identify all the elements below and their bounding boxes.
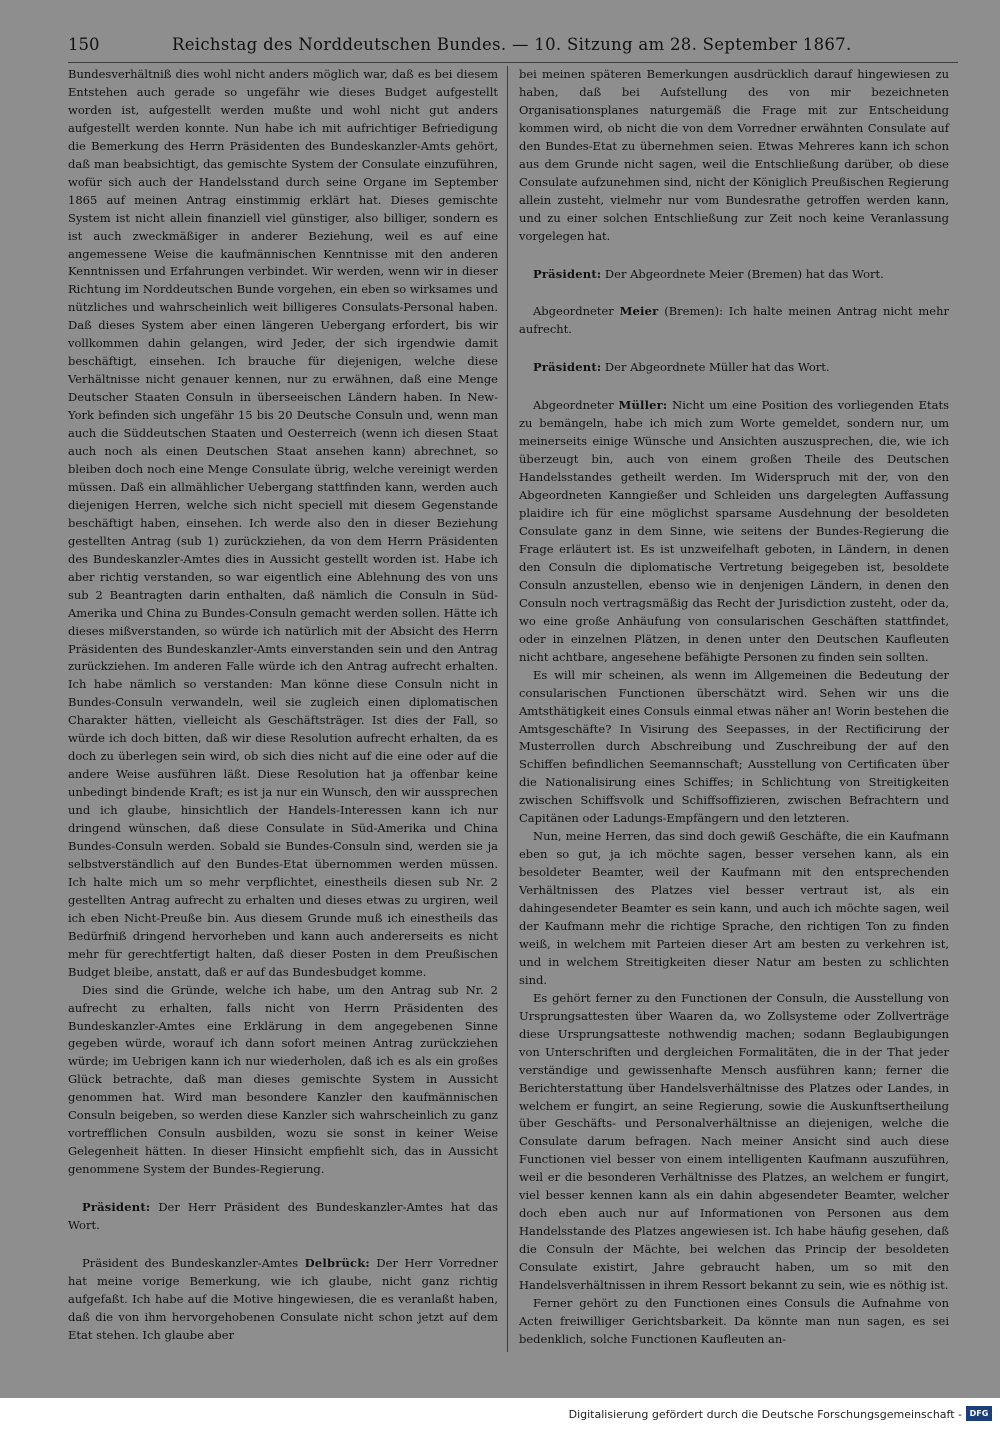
- left-column: [68, 66, 498, 1345]
- funding-credit: Digitalisierung gefördert durch die Deutsche Forschungsgemeinschaft -: [568, 1408, 962, 1421]
- paragraph: bei meinen späteren Bemerkungen ausdrücklich darauf hingewiesen zu haben, daß bei Aufstellung des von mir bezeichneten Organisationsplanes naturgemäß die Frage mit zur Entscheidung kommen wird, ob nicht die von dem Vorredner erwähnten Consulate auf den Bundes-Etat zu übernehmen seien. Etwas Mehreres kann ich schon aus dem Grunde nicht sagen, weil die Entschließung darüber, ob diese Consulate aufzunehmen sind, nicht der Königlich Preußischen Regierung allein zusteht, vielmehr nur vom Bundesrathe getroffen werden kann, und zu einer solchen Entschließung zur Zeit noch keine Veranlassung vorgelegen hat.: [519, 67, 949, 243]
- speaker-name: Präsident:: [82, 1200, 151, 1215]
- speaker-name: Meier: [619, 304, 659, 319]
- speech-text: Der Herr Präsident des Bundeskanzler-Amtes hat das Wort.: [68, 1200, 498, 1233]
- speaker-prefix: Abgeordneter: [533, 304, 620, 319]
- paragraph: Bundesverhältniß dies wohl nicht anders möglich war, daß es bei diesem Entstehen auch gerade so ungefähr wie dieses Budget aufgestellt worden ist, aufgestellt werden mußte und wohl nicht gut anders aufgestellt werden konnte. Nun habe ich mit aufrichtiger Befriedigung die Bemerkung des Herrn Präsidenten des Bundeskanzler-Amts gehört, daß man beabsichtigt, das gemischte System der Consulate einzuführen, wofür sich auch der Handelsstand durch seine Organe im September 1865 auf meinen Antrag einstimmig erklärt hat. Dieses gemischte System ist nicht allein finanziell viel günstiger, also billiger, sondern es ist auch zweckmäßiger in anderer Beziehung, weil es auf eine angemessene Weise die kaufmännischen Kenntnisse mit den anderen Kenntnissen und Erfahrungen verbindet. Wir werden, wenn wir in dieser Richtung im Norddeutschen Bunde vorgehen, ein eben so wirksames und nützliches und wahrscheinlich weit billigeres Consulats-Personal haben. Daß dieses System aber einen längeren Uebergang erfordert, bis wir vollkommen dahin gelangen, wird Jeder, der sich irgendwie damit beschäftigt, einsehen. Ich brauche für diejenigen, welche diese Verhältnisse nicht genauer kennen, nur zu erwähnen, daß eine Menge Deutscher Staaten Consuln in überseeischen Ländern haben. In New-York befinden sich ungefähr 15 bis 20 Deutsche Consuln und, wenn man auch die Süddeutschen Staaten und Oesterreich (wenn ich diesen Staat auch noch als einen Deutschen Staat ansehen kann) abrechnet, so bleiben doch noch eine Menge Consulate übrig, welche vereinigt werden müssen. Daß ein allmählicher Uebergang stattfinden kann, werden auch diejenigen Herren, welche sich nicht speciell mit diesem Gegenstande beschäftigt haben, einsehen. Ich werde also den in dieser Beziehung gestellten Antrag (sub 1) zurückziehen, da von dem Herrn Präsidenten des Bundeskanzler-Amtes dies in Aussicht gestellt worden ist. Habe ich aber richtig verstanden, so war eigentlich eine Ablehnung des von uns sub 2 Beantragten darin enthalten, daß nämlich die Consuln in Süd-Amerika und China zu Bundes-Consuln gemacht werden sollen. Hätte ich dieses mißverstanden, so würde ich natürlich mit der Absicht des Herrn Präsidenten des Bundeskanzler-Amts einverstanden sein und den Antrag zurückziehen. Im anderen Falle würde ich den Antrag aufrecht erhalten. Ich habe nämlich so verstanden: Man könne diese Consuln nicht in Bundes-Consuln verwandeln, weil sie zugleich einen diplomatischen Charakter hätten, vielleicht als Geschäftsträger. Ist dies der Fall, so würde ich doch bitten, daß wir diese Resolution aufrecht erhalten, da es doch zu überlegen sein wird, ob sich dies nicht auf die eine oder auf die andere Weise ausführen läßt. Diese Resolution hat ja offenbar keine unbedingt bindende Kraft; es ist ja nur ein Wunsch, den wir aussprechen und ich glaube, hinsichtlich der Handels-Interessen kann ich nur dringend wünschen, daß diese Consulate in Süd-Amerika und China Bundes-Consuln werden. Sobald sie Bundes-Consuln sind, werden sie ja selbstverständlich auf den Bundes-Etat übernommen werden müssen. Ich halte mich um so mehr verpflichtet, einestheils diesen sub Nr. 2 gestellten Antrag aufrecht zu erhalten und dieses etwas zu urgiren, weil ich eben Nicht-Preuße bin. Aus diesem Grunde muß ich einestheils das Bedürfniß dringend hervorheben und kann auch andererseits es nicht mehr für gerechtfertigt halten, daß dieser Posten in dem Preußischen Budget bleibe, anstatt, daß er auf das Bundesbudget komme.: [68, 67, 498, 979]
- speaker-name: Müller:: [618, 398, 668, 413]
- paragraph: Dies sind die Gründe, welche ich habe, um den Antrag sub Nr. 2 aufrecht zu erhalten, falls nicht von Herrn Präsidenten des Bundeskanzler-Amtes eine Erklärung in dem angegebenen Sinne gegeben würde, worauf ich dann sofort meinen Antrag zurückziehen würde; im Uebrigen kann ich nur wiederholen, daß ich es als ein großes Glück betrachte, daß man dieses gemischte System in Aussicht genommen hat. Wird man besondere Kanzler den kaufmännischen Consuln beigeben, so werden diese Kanzler sich wahrscheinlich zu ganz vortrefflichen Consuln ausbilden, wozu sie sonst in keiner Weise Gelegenheit hätten. In dieser Hinsicht empfiehlt sich, das in Aussicht genommene System der Bundes-Regierung.: [68, 982, 498, 1177]
- paragraph-speaker: [68, 1255, 498, 1345]
- right-column: [519, 66, 949, 1349]
- paragraph: Nun, meine Herren, das sind doch gewiß Geschäfte, die ein Kaufmann eben so gut, ja ich möchte sagen, besser versehen kann, als ein besoldeter Beamter, weil der Kaufmann mit den entsprechenden Verhältnissen des Platzes viel besser vertraut ist, als ein dahingesendeter Beamter es sein kann, und auch ich möchte sagen, weil der Kaufmann mehr die richtige Sprache, den richtigen Ton zu finden weiß, in welchem mit Parteien dieser Art am besten zu verkehren ist, und in welchem Streitigkeiten dieser Natur am besten zu schlichten sind.: [519, 829, 949, 987]
- speaker-name: Delbrück:: [304, 1256, 370, 1270]
- speech-text: Der Abgeordnete Müller hat das Wort.: [601, 360, 830, 375]
- paragraph-speaker: [68, 1199, 498, 1235]
- page-header: [68, 34, 948, 58]
- paragraph-speaker: [519, 266, 949, 284]
- running-title: Reichstag des Norddeutschen Bundes. — 10. Sitzung am 28. September 1867.: [172, 35, 852, 54]
- paragraph-speaker: [519, 303, 949, 339]
- speech-text: Der Abgeordnete Meier (Bremen) hat das Wort.: [601, 266, 884, 281]
- paragraph-speaker: [519, 397, 949, 666]
- speaker-prefix: Präsident des Bundeskanzler-Amtes: [82, 1256, 305, 1270]
- dfg-logo: DFG: [966, 1406, 992, 1421]
- footer-bar: [0, 1398, 1000, 1432]
- speaker-prefix: Abgeordneter: [533, 398, 619, 413]
- column-divider: [507, 66, 508, 1352]
- paragraph: Es gehört ferner zu den Functionen der Consuln, die Ausstellung von Ursprungsattesten über Waaren da, wo Zollsysteme oder Zollverträge diese Ursprungsatteste nothwendig machen; sodann Beglaubigungen von Unterschriften und dergleichen Formalitäten, die in der That jeder verständige und gewissenhafte Mensch ausführen kann; ferner die Berichterstattung über Handelsverhältnisse des Platzes oder Landes, in welchem er fungirt, an seine Regierung, sowie die Auskunftsertheilung über Geschäfts- und Personalverhältnisse an diejenigen, welche die Consulate darum befragen. Nach meiner Ansicht sind auch diese Functionen viel besser von einem intelligenten Kaufmann auszuführen, weil er die besonderen Verhältnisse des Platzes, an welchem er fungirt, viel besser kennen kann als ein dahin abgesendeter Beamter, welcher doch eben auch nur auf Informationen von Personen aus dem Handelsstande des Platzes angewiesen ist. Ich habe häufig gesehen, daß die Consuln der Mächte, bei welchen das Princip der besoldeten Consulate existirt, Jahre gebraucht haben, um so mit den Handelsverhältnissen in ihrem Ressort bekannt zu sein, wie es nöthig ist.: [519, 990, 949, 1293]
- speech-text: Der Herr Vorredner hat meine vorige Bemerkung, wie ich glaube, nicht ganz richtig aufgefaßt. Ich habe auf die Motive hingewiesen, die es veranlaßt haben, daß die von ihm hervorgehobenen Consulate nicht schon jetzt auf dem Etat stehen. Ich glaube aber: [68, 1256, 498, 1342]
- paragraph: Es will mir scheinen, als wenn im Allgemeinen die Bedeutung der consularischen Functionen überschätzt wird. Sehen wir uns die Amtsthätigkeit eines Consuls einmal etwas näher an! Worin bestehen die Amtsgeschäfte? In Visirung des Seepasses, in der Rectificirung der Musterrollen durch Abschreibung und Zuschreibung der auf den Schiffen befindlichen Seemannschaft; Ausstellung von Certificaten über die Nationalisirung eines Schiffes; in Schlichtung von Streitigkeiten zwischen Schiffsvolk und Schiffsoffizieren, zwischen Befrachtern und Capitänen oder Ladungs-Empfängern und den letzteren.: [519, 667, 949, 826]
- speech-text: Nicht um eine Position des vorliegenden Etats zu bemängeln, habe ich mich zum Worte gemeldet, sondern nur, um meinerseits einige Wünsche und Ansichten auszusprechen, die, wie ich überzeugt bin, auch von einem großen Theile des Deutschen Handelsstandes getheilt werden. Im Widerspruch mit der, von den Abgeordneten Kanngießer und Schleiden uns dargelegten Auffassung plaidire ich für eine möglichst sparsame Ausdehnung der besoldeten Consulate ganz in dem Sinne, wie seitens der Bundes-Regierung die Frage erläutert ist. Es ist unzweifelhaft geboten, in Ländern, in denen den Consuln die diplomatische Vertretung beigegeben ist, besoldete Consuln anzustellen, ebenso wie in denjenigen Ländern, in denen den Consuln noch vertragsmäßig das Recht der Jurisdiction zusteht, oder da, wo eine große Anhäufung von consularischen Geschäften stattfindet, oder in einzelnen Plätzen, in denen unter den Deutschen Kaufleuten nicht achtbare, angesehene befähigte Personen zu finden sein sollten.: [519, 398, 949, 664]
- speaker-name: Präsident:: [533, 266, 602, 281]
- paragraph: Ferner gehört zu den Functionen eines Consuls die Aufnahme von Acten freiwilliger Gerichtsbarkeit. Da könnte man nun sagen, es sei bedenklich, solche Functionen Kaufleuten an-: [519, 1296, 949, 1346]
- speech-text: (Bremen): Ich halte meinen Antrag nicht mehr aufrecht.: [519, 304, 949, 337]
- paragraph-speaker: [519, 359, 949, 377]
- speaker-name: Präsident:: [533, 360, 602, 375]
- page-number: 150: [68, 35, 100, 54]
- header-rule: [68, 62, 958, 63]
